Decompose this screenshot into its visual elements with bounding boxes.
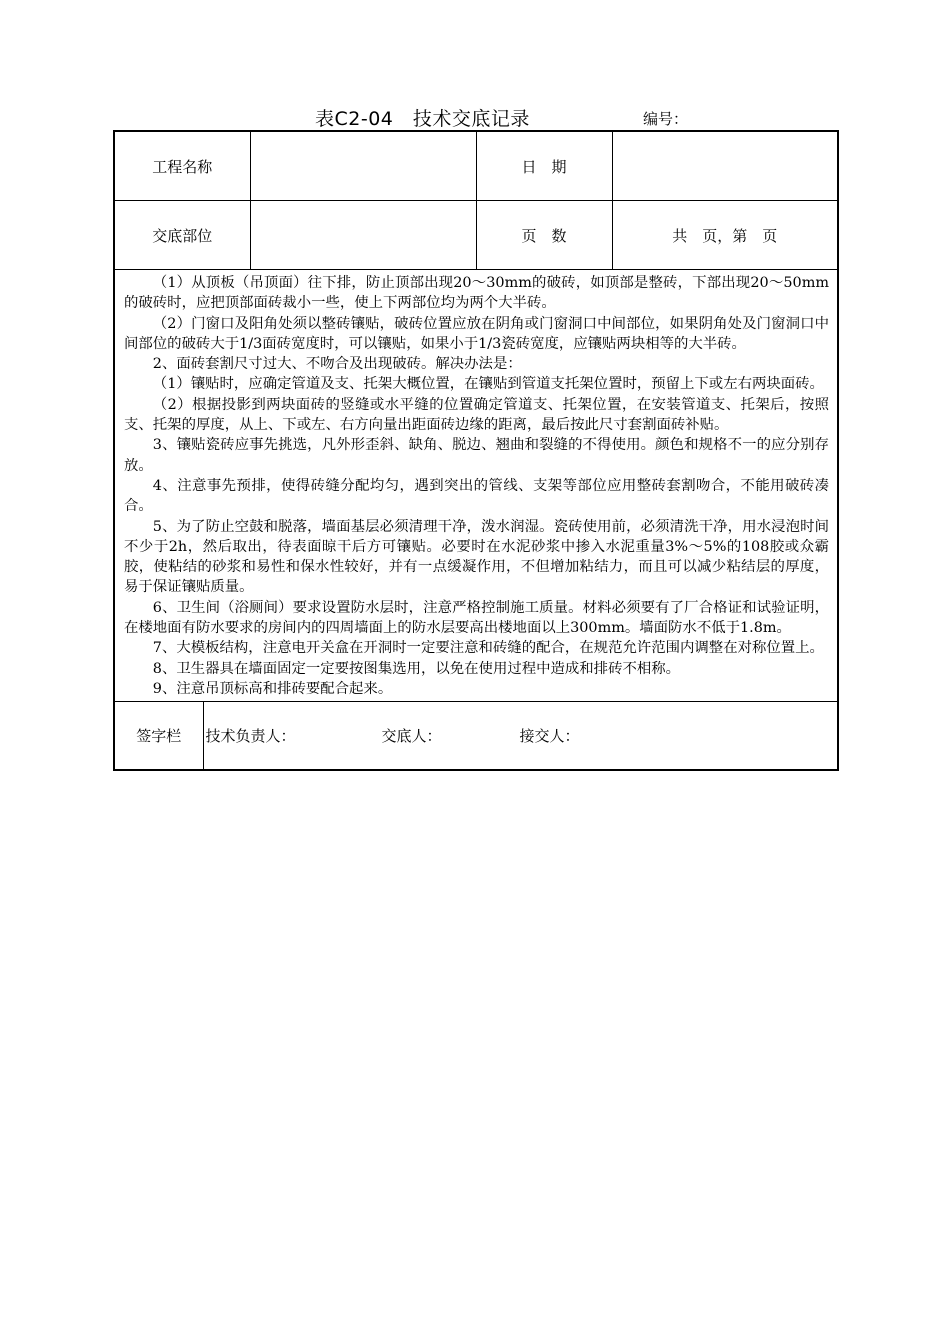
date-label: 日 期 [476, 131, 612, 201]
pages-label: 页 数 [476, 201, 612, 270]
signature-row-label: 签字栏 [114, 702, 203, 771]
paragraph: 7、大模板结构，注意电开关盒在开洞时一定要注意和砖缝的配合，在规范允许范围内调整在对称位置上。 [152, 640, 824, 657]
project-name-field[interactable] [250, 131, 476, 201]
disclosure-form [113, 130, 839, 771]
presenter-label: 交底人： [381, 727, 442, 746]
paragraph: （1）镶贴时，应确定管道及支、托架大概位置，在镶贴到管道支托架位置时，预留上下或左右两块面砖。 [152, 376, 824, 393]
paragraph: 2、面砖套割尺寸过大、不吻合及出现破砖。解决办法是： [152, 356, 522, 373]
paragraph: 5、为了防止空鼓和脱落，墙面基层必须清理干净，泼水润湿。瓷砖使用前，必须清洗干净，用水浸泡时间不少于2h，然后取出，待表面晾干后方可镶贴。必要时在水泥砂浆中掺入水泥重量3%～5%的108胶或众霸胶，使粘结的砂浆和易性和保水性较好，并有一点缓凝作用，不但增加粘结力，而且可以减少粘结层的厚度，易于保证镶贴质量。 [124, 518, 830, 596]
receiver-signature [520, 725, 580, 746]
receiver-label: 接交人： [519, 727, 580, 746]
location-label: 交底部位 [114, 201, 250, 270]
paragraph: 3、镶贴瓷砖应事先挑选，凡外形歪斜、缺角、脱边、翘曲和裂缝的不得使用。颜色和规格不一的应分别存放。 [124, 437, 830, 474]
signature-fields [203, 702, 838, 771]
content-body [114, 270, 838, 702]
paragraph: （2）门窗口及阳角处须以整砖镶贴，破砖位置应放在阴角或门窗洞口中间部位，如果阴角处及门窗洞口中间部位的破砖大于1/3面砖宽度时，可以镶贴，如果小于1/3瓷砖宽度，应镶贴两块相等的大半砖。 [124, 315, 830, 352]
presenter-signature [382, 725, 520, 746]
paragraph: 6、卫生间（浴厕间）要求设置防水层时，注意严格控制施工质量。材料必须要有了厂合格证和试验证明，在楼地面有防水要求的房间内的四周墙面上的防水层要高出楼地面以上300mm。墙面防水不低于1.8m。 [124, 599, 830, 637]
project-name-label: 工程名称 [114, 131, 250, 201]
row-location [114, 201, 838, 270]
pages-field[interactable]: 共 页，第 页 [612, 201, 838, 270]
paragraph: 4、注意事先预排，使得砖缝分配均匀，遇到突出的管线、支架等部位应用整砖套割吻合，不能用破砖凑合。 [124, 477, 830, 515]
row-content [114, 270, 838, 702]
paragraph: （2）根据投影到两块面砖的竖缝或水平缝的位置确定管道支、托架位置，在安装管道支、托架后，按照支、托架的厚度，从上、下或左、右方向量出距面砖边缘的距离，最后按此尺寸套割面砖补贴。 [124, 396, 830, 434]
paragraph: 9、注意吊顶标高和排砖要配合起来。 [152, 680, 393, 697]
tech-lead-signature [206, 725, 382, 746]
date-field[interactable] [612, 131, 838, 201]
serial-label: 编号： [643, 110, 689, 128]
row-project-name [114, 131, 838, 201]
serial-number [643, 108, 728, 129]
paragraph: 8、卫生器具在墙面固定一定要按图集选用，以免在使用过程中造成和排砖不相称。 [152, 660, 681, 677]
location-field[interactable] [250, 201, 476, 270]
page-title: 表C2-04 技术交底记录 [315, 108, 530, 130]
paragraph: （1）从顶板（吊顶面）往下排，防止顶部出现20～30mm的破砖，如顶部是整砖，下部出现20～50mm的破砖时，应把顶部面砖裁小一些，使上下两部位均为两个大半砖。 [124, 275, 830, 312]
tech-lead-label: 技术负责人： [205, 727, 296, 746]
row-signature [114, 702, 838, 771]
